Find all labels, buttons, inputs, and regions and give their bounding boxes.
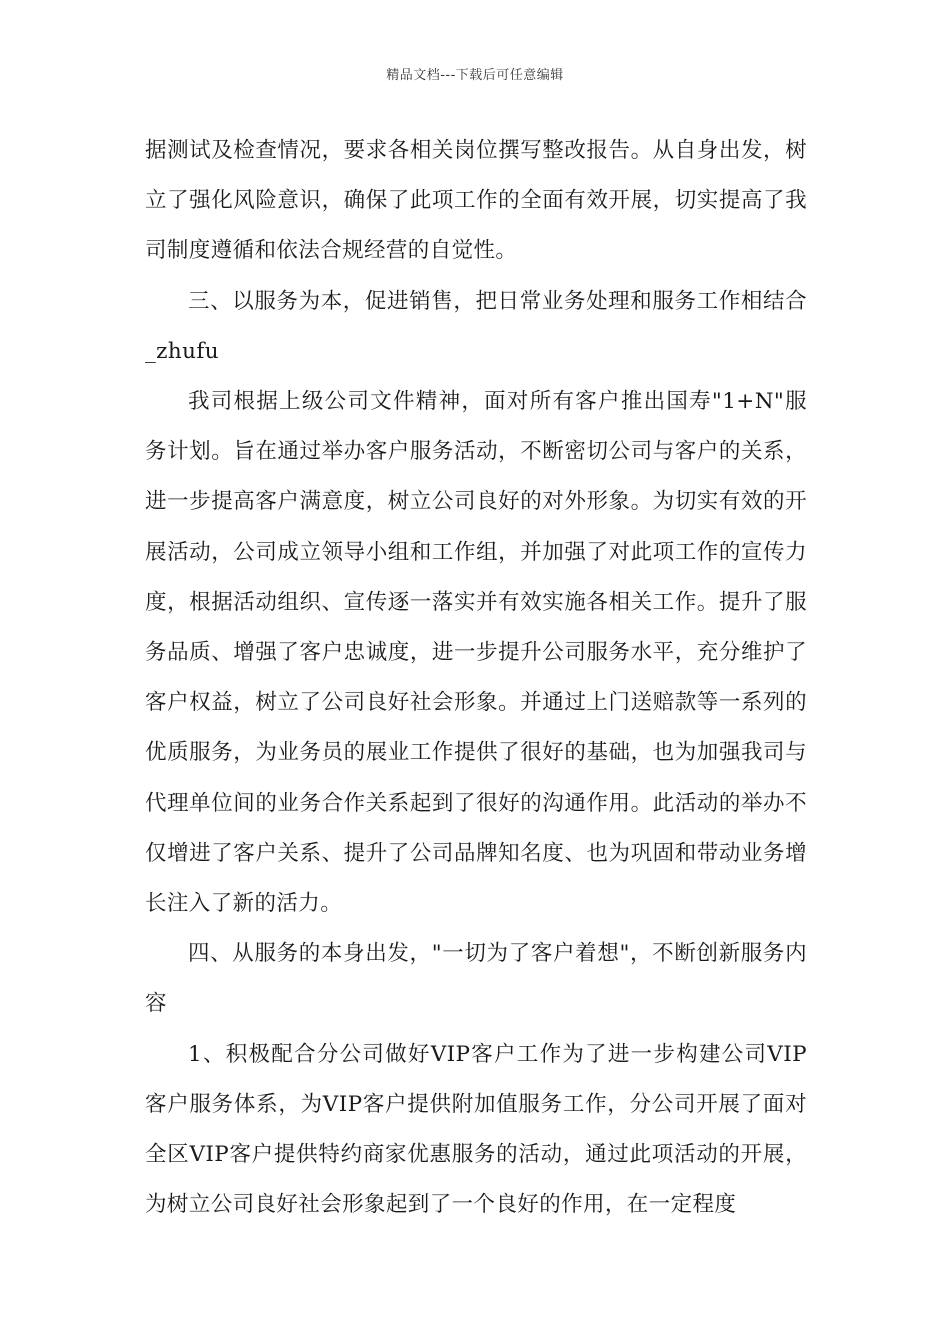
section-heading-three: 三、以服务为本，促进销售，把日常业务处理和服务工作相结合_zhufu [145,288,807,364]
section-heading-four: 四、从服务的本身出发，"一切为了客户着想"，不断创新服务内容 [145,941,807,1017]
paragraph-continued: 据测试及检查情况，要求各相关岗位撰写整改报告。从自身出发，树立了强化风险意识，确保了此项工作的全面有效开展，切实提高了我司制度遵循和依法合规经营的自觉性。 [145,138,807,264]
page-header: 精品文档---下载后可任意编辑 [386,68,564,83]
paragraph-service-plan: 我司根据上级公司文件精神，面对所有客户推出国寿"1+N"服务计划。旨在通过举办客户服务活动，不断密切公司与客户的关系，进一步提高客户满意度，树立公司良好的对外形象。为切实有效的开展活动，公司成立领导小组和工作组，并加强了对此项工作的宣传力度，根据活动组织、宣传逐一落实并有效实施各相关工作。提升了服务品质、增强了客户忠诚度，进一步提升公司服务水平，充分维护了客户权益，树立了公司良好社会形象。并通过上门送赔款等一系列的优质服务，为业务员的展业工作提供了很好的基础，也为加强我司与代理单位间的业务合作关系起到了很好的沟通作用。此活动的举办不仅增进了客户关系、提升了公司品牌知名度、也为巩固和带动业务增长注入了新的活力。 [145,389,807,917]
paragraph-vip-service: 1、积极配合分公司做好VIP客户工作为了进一步构建公司VIP客户服务体系，为VIP客户提供附加值服务工作，分公司开展了面对全区VIP客户提供特约商家优惠服务的活动，通过此项活动的开展，为树立公司良好社会形象起到了一个良好的作用，在一定程度 [145,1041,807,1218]
document-body [145,126,807,1230]
